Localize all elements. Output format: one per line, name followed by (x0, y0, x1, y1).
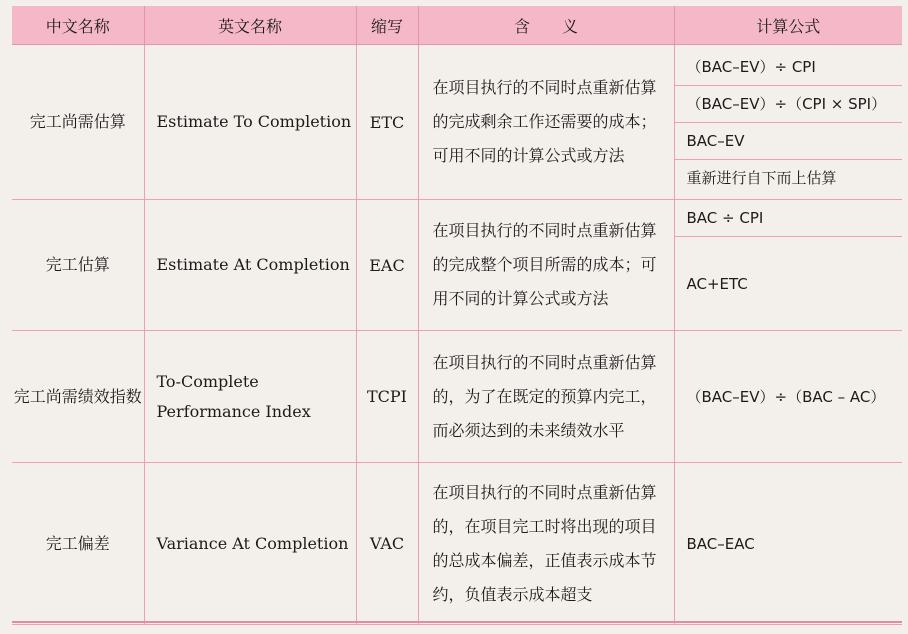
formula-item: BAC–EV (675, 123, 903, 160)
header-chinese-name: 中文名称 (12, 6, 144, 45)
formula-item: BAC ÷ CPI (675, 200, 903, 237)
abbreviation-cell: ETC (356, 45, 418, 200)
meaning-cell: 在项目执行的不同时点重新估算的完成剩余工作还需要的成本；可用不同的计算公式或方法 (418, 45, 674, 200)
meaning-cell: 在项目执行的不同时点重新估算的，为了在既定的预算内完工，而必须达到的未来绩效水平 (418, 331, 674, 463)
english-name-cell: Estimate At Completion (144, 200, 356, 331)
table-row-tcpi (12, 331, 902, 463)
formula-item: 重新进行自下而上估算 (686, 169, 837, 187)
header-meaning: 含 义 (418, 6, 674, 45)
chinese-name-cell: 完工偏差 (12, 463, 144, 625)
formula-item: （BAC–EV）÷（BAC – AC） (686, 387, 886, 406)
header-abbreviation: 缩写 (356, 6, 418, 45)
table-bottom-rule (12, 621, 902, 623)
table-row-eac (12, 200, 902, 331)
abbreviation-cell: VAC (356, 463, 418, 625)
formula-cell (674, 331, 902, 463)
formula-item: （BAC–EV）÷ CPI (675, 49, 903, 86)
formula-item: （BAC–EV）÷（CPI × SPI） (675, 86, 903, 123)
meaning-cell: 在项目执行的不同时点重新估算的完成整个项目所需的成本；可用不同的计算公式或方法 (418, 200, 674, 331)
abbreviation-cell: EAC (356, 200, 418, 331)
header-formula: 计算公式 (674, 6, 902, 45)
formula-cell (674, 463, 902, 625)
header-row (12, 6, 902, 45)
meaning-cell: 在项目执行的不同时点重新估算的，在项目完工时将出现的项目的总成本偏差，正值表示成本节约，负值表示成本超支 (418, 463, 674, 625)
formula-cell (674, 200, 902, 331)
table-row-etc (12, 45, 902, 200)
header-english-name: 英文名称 (144, 6, 356, 45)
cost-estimate-table (12, 6, 902, 625)
formula-item: BAC–EAC (686, 534, 755, 553)
english-name-cell: Variance At Completion (144, 463, 356, 625)
formula-item: AC+ETC (686, 274, 748, 293)
english-name-cell: To-Complete Performance Index (144, 331, 356, 463)
english-name-cell: Estimate To Completion (144, 45, 356, 200)
abbreviation-cell: TCPI (356, 331, 418, 463)
table-row-vac (12, 463, 902, 625)
chinese-name-cell: 完工尚需估算 (12, 45, 144, 200)
chinese-name-cell: 完工尚需绩效指数 (12, 331, 144, 463)
formula-cell (674, 45, 902, 200)
chinese-name-cell: 完工估算 (12, 200, 144, 331)
